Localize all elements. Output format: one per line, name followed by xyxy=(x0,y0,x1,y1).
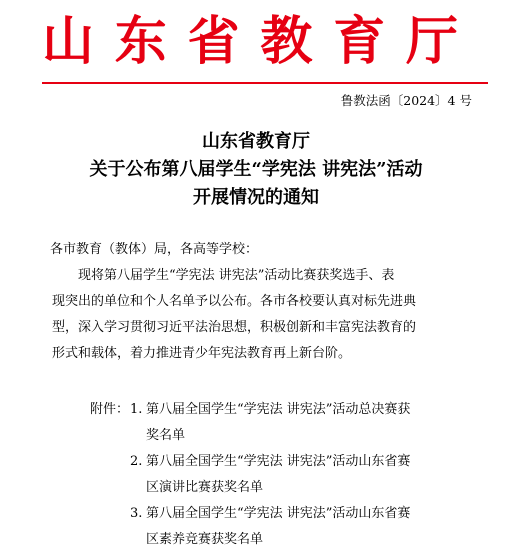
masthead-char: 山 xyxy=(42,11,95,72)
attachment-title-continued: 区素养竞赛获奖名单 xyxy=(146,532,264,547)
masthead-char: 省 xyxy=(187,11,240,72)
body-paragraph-line: 型，深入学习贯彻习近平法治思想，积极创新和丰富宪法教育的 xyxy=(52,320,417,335)
body-paragraph-line: 形式和载体，着力推进青少年宪法教育再上新台阶。 xyxy=(52,346,352,361)
attachment-number: 1. xyxy=(130,402,143,417)
title-line-3: 开展情况的通知 xyxy=(193,187,319,208)
body-paragraph-line: 现将第八届学生“学宪法 讲宪法”活动比赛获奖选手、表 xyxy=(78,268,395,283)
masthead-char: 育 xyxy=(333,11,386,72)
masthead-char: 厅 xyxy=(405,11,458,72)
title-line-1: 山东省教育厅 xyxy=(202,131,310,152)
attachment-title-continued: 奖名单 xyxy=(146,428,186,443)
document-number: 鲁教法函〔2024〕4 号 xyxy=(340,93,472,108)
red-divider-line xyxy=(42,82,488,84)
attachment-number: 2. xyxy=(130,454,143,469)
addressee: 各市教育（教体）局，各高等学校： xyxy=(50,242,259,257)
masthead-char: 教 xyxy=(260,11,313,72)
masthead-char: 东 xyxy=(114,11,167,72)
attachment-title: 第八届全国学生“学宪法 讲宪法”活动总决赛获 xyxy=(146,402,411,417)
body-paragraph-line: 现突出的单位和个人名单予以公布。各市各校要认真对标先进典 xyxy=(52,294,417,309)
attachments-label: 附件： xyxy=(90,402,130,417)
attachment-title: 第八届全国学生“学宪法 讲宪法”活动山东省赛 xyxy=(146,454,411,469)
attachment-title-continued: 区演讲比赛获奖名单 xyxy=(146,480,264,495)
attachment-title: 第八届全国学生“学宪法 讲宪法”活动山东省赛 xyxy=(146,506,411,521)
title-line-2: 关于公布第八届学生“学宪法 讲宪法”活动 xyxy=(89,159,423,180)
attachment-number: 3. xyxy=(130,506,143,521)
masthead xyxy=(42,8,458,76)
